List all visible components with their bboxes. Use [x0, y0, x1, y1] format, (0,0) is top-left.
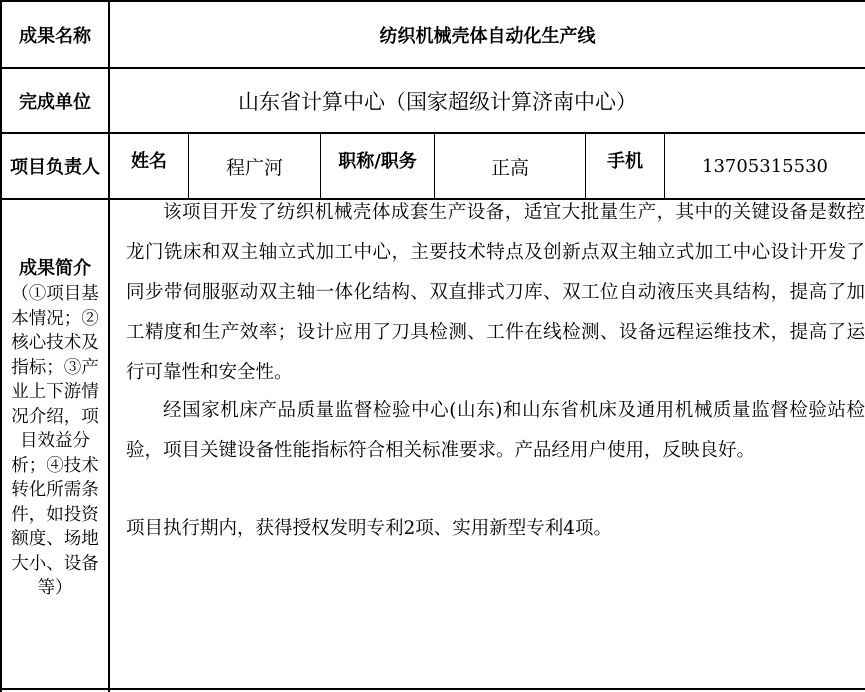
summary-paragraph: 项目执行期内，获得授权发明专利2项、实用新型专利4项。 [126, 518, 613, 539]
summary-note-line: 件，如投资 [11, 504, 99, 525]
summary-note-line: 析；④技术 [11, 455, 99, 476]
title-value: 正高 [490, 156, 529, 179]
summary-title: 成果简介 [19, 258, 91, 279]
summary-note-line: 况介绍，项 [11, 406, 99, 427]
project-leader-label: 项目负责人 [10, 157, 100, 178]
summary-note-line: 业上下游情 [11, 382, 99, 402]
name-label: 姓名 [131, 151, 167, 172]
name-value: 程广河 [225, 156, 283, 179]
summary-note-line: 目效益分 [20, 431, 90, 451]
summary-note-line: 额度、场地 [11, 529, 99, 549]
summary-note-line: 本情况；② [11, 308, 99, 329]
title-label: 职称/职务 [338, 151, 417, 172]
phone-label: 手机 [607, 151, 643, 172]
organization-value: 山东省计算中心（国家超级计算济南中心） [238, 89, 637, 114]
summary-note-line: （①项目基 [11, 284, 99, 304]
phone-value: 13705315530 [702, 155, 828, 177]
achievement-name-label: 成果名称 [19, 25, 91, 47]
achievement-name-value: 纺织机械壳体自动化生产线 [379, 25, 596, 47]
summary-paragraph: 经国家机床产品质量监督检验中心(山东)和山东省机床及通用机械质量监督检验站检验，项目关键设备性能指标符合相关标准要求。产品经用户使用，反映良好。 [126, 400, 865, 461]
summary-label [2, 256, 108, 601]
summary-note-line: 大小、设备 [11, 553, 99, 574]
row-divider-4 [0, 688, 865, 690]
summary-note-line: 等） [37, 578, 73, 598]
organization-label: 完成单位 [19, 91, 91, 113]
summary-paragraph: 该项目开发了纺织机械壳体成套生产设备，适宜大批量生产，其中的关键设备是数控龙门铣床和双主轴立式加工中心，主要技术特点及创新点双主轴立式加工中心设计开发了同步带伺服驱动双主轴一体化结构、双直排式刀库、双工位自动液压夹具结构，提高了加工精度和生产效率；设计应用了刀具检测、工件在线检测、设备远程运维技术，提高了运行可靠性和安全性。 [126, 202, 865, 383]
summary-note-line: 转化所需条 [11, 480, 99, 500]
summary-note [2, 282, 108, 601]
summary-note-line: 核心技术及 [11, 333, 99, 353]
summary-note-line: 指标；③产 [11, 357, 99, 378]
